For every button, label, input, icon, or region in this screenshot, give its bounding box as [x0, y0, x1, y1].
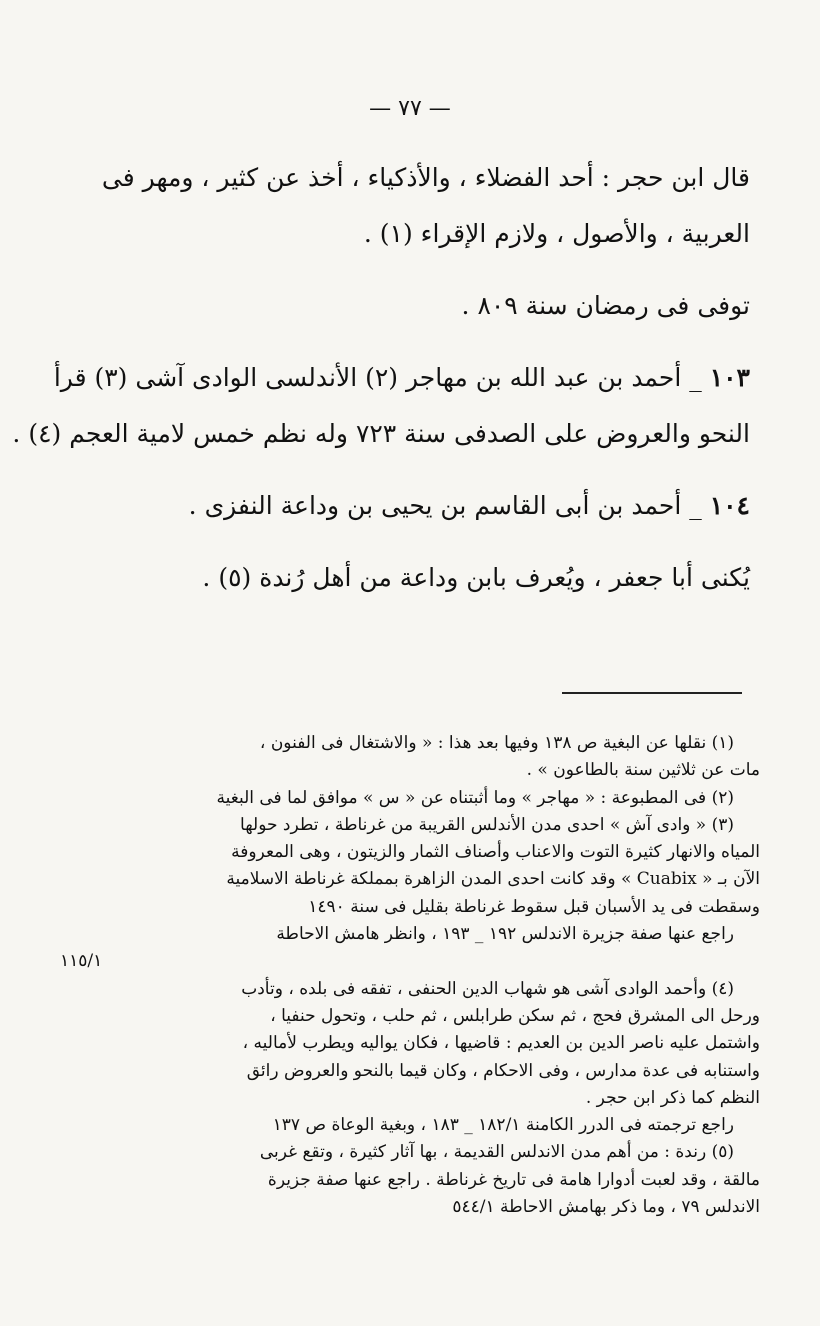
- entry-number: ١٠٤: [709, 491, 750, 520]
- footnote-line: (١) نقلها عن البغية ص ١٣٨ وفيها بعد هذا : « والاشتغال فى الفنون ،: [259, 733, 734, 753]
- footnote-line: وسقطت فى يد الأسبان قبل سقوط غرناطة بقليل فى سنة ١٤٩٠: [308, 896, 760, 917]
- footnote-line: (٢) فى المطبوعة : « مهاجر » وما أثبتناه عن « س » موافق لما فى البغية: [216, 787, 734, 808]
- entry-104-line-2: يُكنى أبا جعفر ، ويُعرف بابن وداعة من أهل رُندة (٥) .: [202, 563, 750, 592]
- entry-text: _ أحمد بن أبى القاسم بن يحيى بن وداعة النفزى .: [188, 491, 702, 520]
- footnote-divider: [562, 692, 742, 694]
- footnote-line: المياه والانهار كثيرة التوت والاعناب وأصناف الثمار والزيتون ، وهى المعروفة: [231, 842, 760, 863]
- entry-103-line-1: [53, 350, 750, 406]
- entry-104-line-1: [90, 478, 750, 534]
- footnote-line: مات عن ثلاثين سنة بالطاعون » .: [526, 760, 760, 781]
- footnote-line: ورحل الى المشرق فحج ، ثم سكن طرابلس ، ثم حلب ، وتحول حنفيا ،: [270, 1005, 760, 1026]
- footnote-line: (٥) رندة : من أهم مدن الاندلس القديمة ، بها آثار كثيرة ، وتقع غربى: [259, 1142, 734, 1163]
- footnote-line: راجع ترجمته فى الدرر الكامنة ١٨٢/١ _ ١٨٣ ، وبغية الوعاة ص ١٣٧: [272, 1115, 734, 1136]
- footnote-line: واستنابه فى عدة مدارس ، وفى الاحكام ، وكان قيما بالنحو والعروض رائق: [246, 1060, 760, 1081]
- footnote-line: مالقة ، وقد لعبت أدوارا هامة فى تاريخ غرناطة . راجع عنها صفة جزيرة: [267, 1169, 760, 1190]
- text-line: قال ابن حجر : أحد الفضلاء ، والأذكياء ، أخذ عن كثير ، ومهر فى: [101, 163, 750, 192]
- page-number: — ٧٧ —: [369, 96, 451, 121]
- footnote-line: ١١٥/١: [60, 951, 103, 972]
- footnote-line: (٣) « وادى آش » احدى مدن الأندلس القريبة من غرناطة ، تطرد حولها: [240, 814, 734, 835]
- text-line: توفى فى رمضان سنة ٨٠٩ .: [461, 291, 750, 320]
- footnote-line: راجع عنها صفة جزيرة الاندلس ١٩٢ _ ١٩٣ ، وانظر هامش الاحاطة: [276, 924, 734, 945]
- text-line: العربية ، والأصول ، ولازم الإقراء (١) .: [363, 219, 750, 248]
- entry-number: ١٠٣: [709, 363, 750, 392]
- entry-103-line-2: النحو والعروض على الصدفى سنة ٧٢٣ وله نظم خمس لامية العجم (٤) .: [12, 419, 750, 448]
- entry-text: _ أحمد بن عبد الله بن مهاجر (٢) الأندلسى الوادى آشى (٣) قرأ: [53, 363, 702, 392]
- footnote-line: واشتمل عليه ناصر الدين بن العديم : قاضيها ، فكان يواليه ويطرب لأماليه ،: [242, 1033, 760, 1054]
- footnote-line: (٤) وأحمد الوادى آشى هو شهاب الدين الحنفى ، تفقه فى بلده ، وتأدب: [241, 978, 734, 999]
- footnotes: [60, 730, 760, 1221]
- footnote-line: النظم كما ذكر ابن حجر .: [585, 1087, 760, 1108]
- main-text: [12, 150, 750, 606]
- footnote-line: الآن بـ « Cuabix » وقد كانت احدى المدن الزاهرة بمملكة غرناطة الاسلامية: [226, 869, 760, 890]
- footnote-line: الاندلس ٧٩ ، وما ذكر بهامش الاحاطة ٥٤٤/١: [452, 1197, 760, 1218]
